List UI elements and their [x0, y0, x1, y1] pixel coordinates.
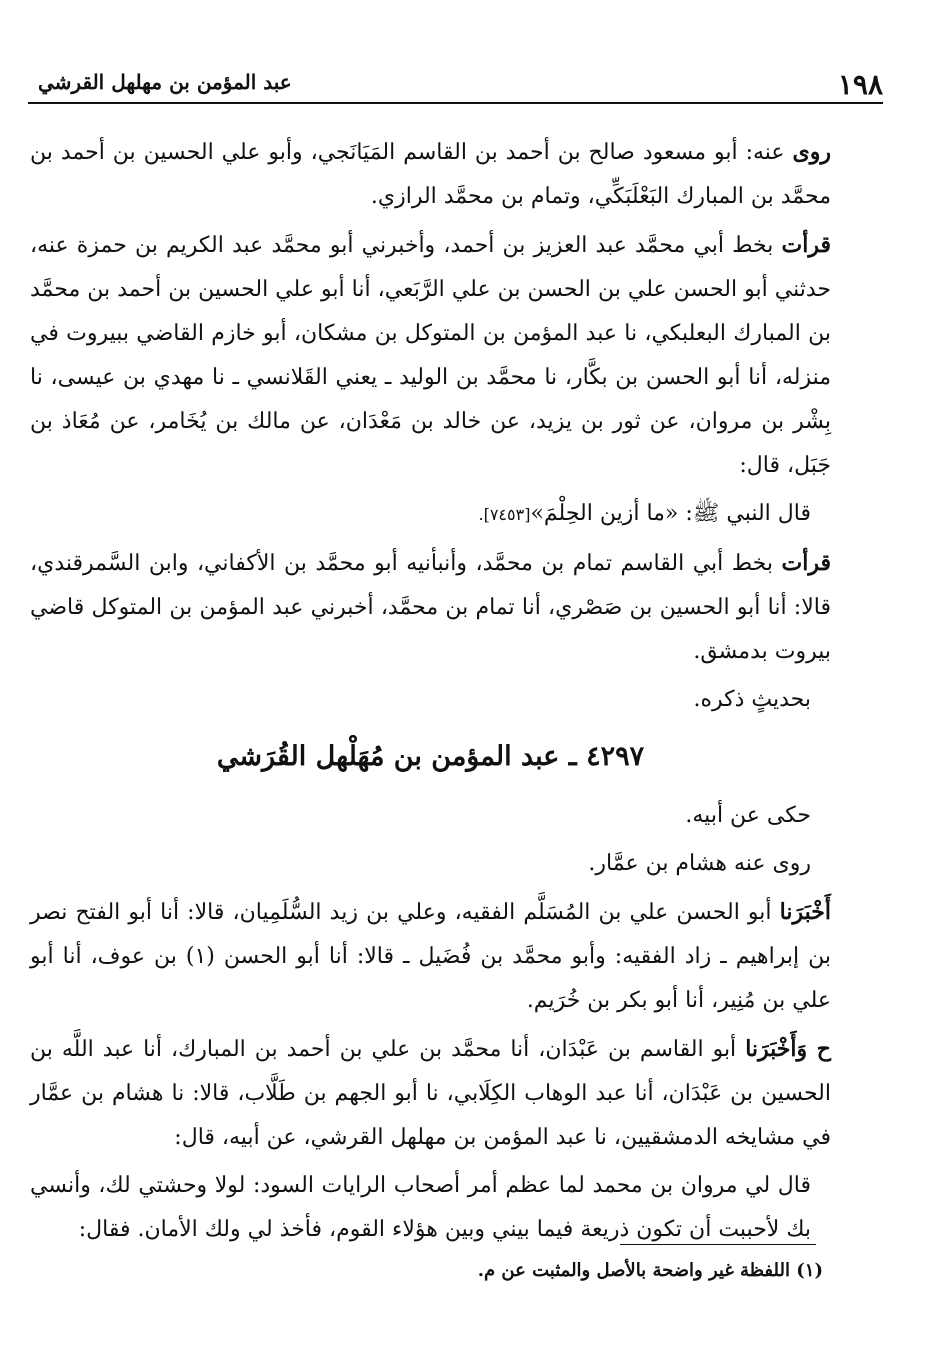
lead-word: قرأت	[781, 550, 831, 576]
paragraph-6	[30, 794, 831, 838]
lead-word: ح وَأَخْبَرَنا	[745, 1036, 831, 1062]
lead-word: روى	[792, 139, 831, 165]
running-title: عبد المؤمن بن مهلهل القرشي	[38, 70, 292, 94]
lead-word: أَخْبَرَنا	[779, 899, 831, 925]
paragraph-5	[30, 678, 831, 722]
paragraph-1	[30, 130, 831, 219]
paragraph-8	[30, 890, 831, 1023]
paragraph-text: أبو القاسم بن عَبْدَان، أنا محمَّد بن علي بن أحمد بن المبارك، أنا عبد اللَّه بن الحسين بن عَبْدَان، أنا عبد الوهاب الكِلَابي، نا أبو الجهم بن طَلَّاب، قالا: نا هشام بن عمَّار في مشايخه الدمشقيين، نا عبد المؤمن بن مهلهل القرشي، عن أبيه، قال:	[30, 1037, 831, 1150]
footnote-marker: (١)	[796, 1260, 823, 1281]
paragraph-text: بحديثٍ ذكره.	[693, 687, 811, 712]
paragraph-text: حكى عن أبيه.	[685, 803, 811, 828]
entry-heading: ٤٢٩٧ ـ عبد المؤمن بن مُهَلْهل القُرَشي	[216, 741, 645, 772]
paragraph-7	[30, 842, 831, 886]
paragraph-text: أبو الحسن علي بن المُسَلَّم الفقيه، وعلي بن زيد السُّلَمِيان، قالا: أنا أبو الفتح نصر بن إبراهيم ـ زاد الفقيه: وأبو محمَّد بن فُضَيل ـ قالا: أنا أبو الحسن (١) بن عوف، أنا أبو علي بن مُنِير، أنا أبو بكر بن خُرَيم.	[30, 900, 831, 1013]
paragraph-4	[30, 541, 831, 674]
page-number: ١٩٨	[837, 68, 883, 101]
paragraph-3	[30, 492, 831, 537]
paragraph-text: بخط أبي القاسم تمام بن محمَّد، وأنبأنيه أبو محمَّد بن الأكفاني، وابن السَّمرقندي، قالا: أنا أبو الحسين بن صَصْري، أنا تمام بن محمَّد، أخبرني عبد المؤمن بن المتوكل قاضي بيروت بدمشق.	[30, 551, 831, 664]
paragraph-2	[30, 223, 831, 488]
paragraph-text: روى عنه هشام بن عمَّار.	[588, 851, 811, 876]
paragraph-text: قال لي مروان بن محمد لما عظم أمر أصحاب الرايات السود: لولا وحشتي لك، وأنسي بك لأحببت أن تكون ذريعة فيما بيني وبين هؤلاء القوم، فأخذ لي ولك الأمان. فقال:	[30, 1173, 811, 1242]
paragraph-10	[30, 1164, 831, 1252]
page-body	[30, 130, 831, 1256]
footnote-text: اللفظة غير واضحة بالأصل والمثبت عن م.	[477, 1260, 790, 1281]
lead-word: قرأت	[781, 232, 831, 258]
paragraph-text: عنه: أبو مسعود صالح بن أحمد بن القاسم المَيَانَجي، وأبو علي الحسين بن أحمد بن محمَّد بن المبارك البَعْلَبَكِّي، وتمام بن محمَّد الرازي.	[30, 140, 831, 209]
running-header	[28, 62, 883, 104]
footnote-divider	[620, 1244, 816, 1245]
hadith-text: قال النبي ﷺ: «ما أزين الحِلْمَ»	[530, 501, 811, 526]
hadith-reference: [٧٤٥٣].	[478, 505, 531, 524]
footnote	[478, 1260, 823, 1281]
paragraph-9	[30, 1027, 831, 1160]
paragraph-text: بخط أبي محمَّد عبد العزيز بن أحمد، وأخبرني أبو محمَّد عبد الكريم بن حمزة عنه، حدثني أبو الحسن علي بن الحسن بن علي الرَّبَعي، أنا أبو علي الحسين بن أحمد بن محمَّد بن المبارك البعلبكي، نا عبد المؤمن بن المتوكل بن مشكان، أبو خازم القاضي ببيروت في منزله، أنا أبو الحسن بن بكَّار، نا محمَّد بن الوليد ـ يعني القَلانسي ـ نا مهدي بن عيسى، نا بِشْر بن مروان، عن ثور بن يزيد، عن خالد بن مَعْدَان، عن مالك بن يُخَامر، عن مُعَاذ بن جَبَل، قال:	[30, 233, 831, 478]
